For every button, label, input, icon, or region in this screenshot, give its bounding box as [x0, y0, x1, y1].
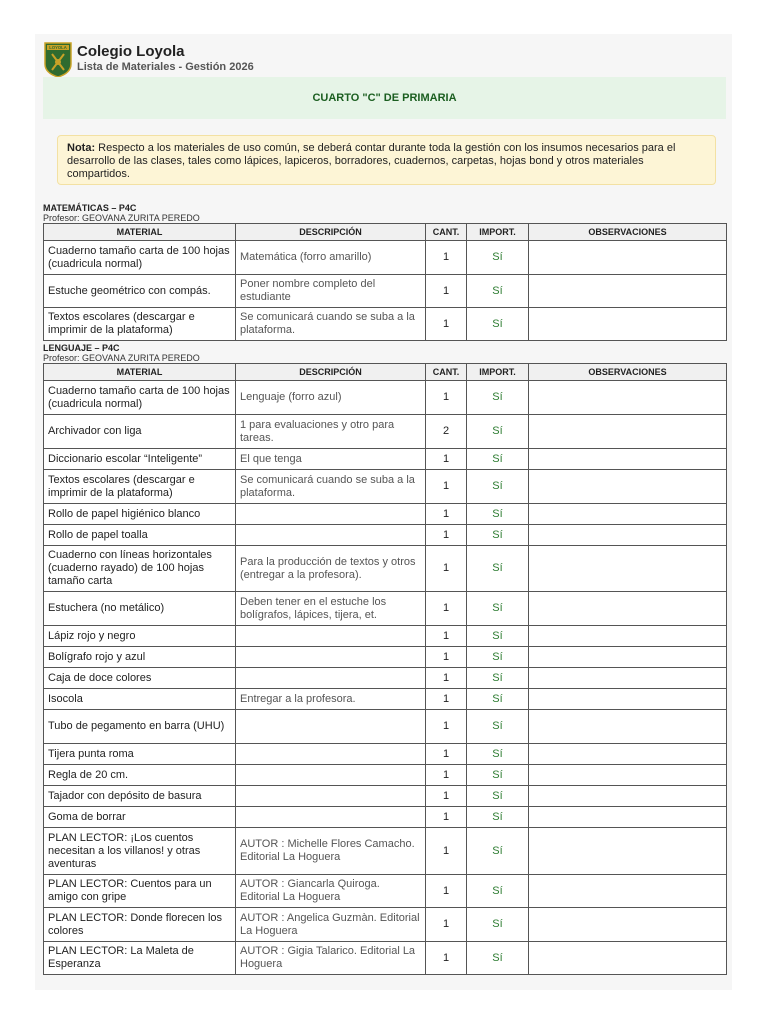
description-cell	[236, 504, 426, 525]
quantity-cell: 1	[426, 546, 467, 592]
table-row	[44, 504, 727, 525]
observations-cell	[529, 668, 727, 689]
observations-cell	[529, 308, 727, 341]
table-row	[44, 308, 727, 341]
description-cell: AUTOR : Gigia Talarico. Editorial La Hoguera	[236, 942, 426, 975]
description-cell: Para la producción de textos y otros (entregar a la profesora).	[236, 546, 426, 592]
observations-cell	[529, 415, 727, 449]
description-cell: AUTOR : Giancarla Quiroga. Editorial La Hoguera	[236, 875, 426, 908]
quantity-cell: 1	[426, 449, 467, 470]
description-cell: 1 para evaluaciones y otro para tareas.	[236, 415, 426, 449]
material-cell: Regla de 20 cm.	[44, 765, 236, 786]
import-cell: Sí	[467, 525, 529, 546]
table-row	[44, 525, 727, 546]
observations-cell	[529, 275, 727, 308]
description-cell	[236, 710, 426, 744]
quantity-cell: 1	[426, 525, 467, 546]
import-cell: Sí	[467, 942, 529, 975]
import-cell: Sí	[467, 807, 529, 828]
section-teacher: Profesor: GEOVANA ZURITA PEREDO	[43, 353, 200, 363]
materials-table-matematicas	[43, 223, 727, 341]
school-name: Colegio Loyola	[77, 43, 185, 60]
import-cell: Sí	[467, 546, 529, 592]
observations-cell	[529, 504, 727, 525]
import-cell: Sí	[467, 470, 529, 504]
table-row	[44, 626, 727, 647]
description-cell	[236, 786, 426, 807]
description-cell	[236, 647, 426, 668]
import-cell: Sí	[467, 647, 529, 668]
table-row	[44, 592, 727, 626]
material-cell: Tubo de pegamento en barra (UHU)	[44, 710, 236, 744]
quantity-cell: 1	[426, 381, 467, 415]
observations-cell	[529, 942, 727, 975]
description-cell	[236, 765, 426, 786]
observations-cell	[529, 744, 727, 765]
table-row	[44, 807, 727, 828]
observations-cell	[529, 470, 727, 504]
description-cell: Entregar a la profesora.	[236, 689, 426, 710]
import-cell: Sí	[467, 592, 529, 626]
section-title: MATEMÁTICAS – P4C	[43, 203, 137, 213]
svg-text:LOYOLA: LOYOLA	[49, 45, 67, 51]
observations-cell	[529, 908, 727, 942]
material-cell: Bolígrafo rojo y azul	[44, 647, 236, 668]
import-cell: Sí	[467, 275, 529, 308]
description-cell: El que tenga	[236, 449, 426, 470]
column-header-observations: OBSERVACIONES	[529, 224, 727, 241]
material-cell: Archivador con liga	[44, 415, 236, 449]
material-cell: Goma de borrar	[44, 807, 236, 828]
page-header	[44, 40, 724, 80]
table-row	[44, 449, 727, 470]
import-cell: Sí	[467, 744, 529, 765]
table-row	[44, 647, 727, 668]
observations-cell	[529, 592, 727, 626]
quantity-cell: 1	[426, 308, 467, 341]
quantity-cell: 1	[426, 647, 467, 668]
section-teacher: Profesor: GEOVANA ZURITA PEREDO	[43, 213, 200, 223]
import-cell: Sí	[467, 241, 529, 275]
material-cell: Tijera punta roma	[44, 744, 236, 765]
material-cell: PLAN LECTOR: La Maleta de Esperanza	[44, 942, 236, 975]
description-cell	[236, 744, 426, 765]
quantity-cell: 1	[426, 807, 467, 828]
grade-banner: CUARTO "C" DE PRIMARIA	[43, 77, 726, 119]
import-cell: Sí	[467, 689, 529, 710]
column-header-description: DESCRIPCIÓN	[236, 224, 426, 241]
table-row	[44, 241, 727, 275]
material-cell: Cuaderno tamaño carta de 100 hojas (cuadricula normal)	[44, 241, 236, 275]
table-row	[44, 689, 727, 710]
material-cell: Cuaderno tamaño carta de 100 hojas (cuadricula normal)	[44, 381, 236, 415]
school-shield-logo	[44, 42, 72, 78]
table-row	[44, 942, 727, 975]
note-label: Nota:	[67, 142, 96, 154]
observations-cell	[529, 546, 727, 592]
table-row	[44, 546, 727, 592]
observations-cell	[529, 710, 727, 744]
description-cell	[236, 668, 426, 689]
materials-page	[35, 34, 732, 990]
section-header-lenguaje	[43, 343, 200, 363]
quantity-cell: 1	[426, 786, 467, 807]
material-cell: Rollo de papel higiénico blanco	[44, 504, 236, 525]
section-title: LENGUAJE – P4C	[43, 343, 120, 353]
quantity-cell: 1	[426, 689, 467, 710]
table-header-row	[44, 224, 727, 241]
observations-cell	[529, 765, 727, 786]
import-cell: Sí	[467, 786, 529, 807]
import-cell: Sí	[467, 668, 529, 689]
quantity-cell: 2	[426, 415, 467, 449]
table-row	[44, 875, 727, 908]
import-cell: Sí	[467, 626, 529, 647]
quantity-cell: 1	[426, 275, 467, 308]
observations-cell	[529, 626, 727, 647]
material-cell: Caja de doce colores	[44, 668, 236, 689]
material-cell: Estuchera (no metálico)	[44, 592, 236, 626]
description-cell	[236, 807, 426, 828]
import-cell: Sí	[467, 828, 529, 875]
import-cell: Sí	[467, 765, 529, 786]
table-row	[44, 786, 727, 807]
table-row	[44, 744, 727, 765]
column-header-observations: OBSERVACIONES	[529, 364, 727, 381]
note-box	[57, 135, 716, 185]
observations-cell	[529, 525, 727, 546]
table-row	[44, 908, 727, 942]
description-cell: Lenguaje (forro azul)	[236, 381, 426, 415]
table-row	[44, 668, 727, 689]
material-cell: Isocola	[44, 689, 236, 710]
material-cell: Rollo de papel toalla	[44, 525, 236, 546]
observations-cell	[529, 786, 727, 807]
observations-cell	[529, 689, 727, 710]
quantity-cell: 1	[426, 241, 467, 275]
import-cell: Sí	[467, 415, 529, 449]
observations-cell	[529, 241, 727, 275]
quantity-cell: 1	[426, 744, 467, 765]
import-cell: Sí	[467, 449, 529, 470]
column-header-material: MATERIAL	[44, 364, 236, 381]
quantity-cell: 1	[426, 470, 467, 504]
column-header-import: IMPORT.	[467, 364, 529, 381]
import-cell: Sí	[467, 308, 529, 341]
table-row	[44, 470, 727, 504]
observations-cell	[529, 875, 727, 908]
column-header-material: MATERIAL	[44, 224, 236, 241]
observations-cell	[529, 647, 727, 668]
column-header-import: IMPORT.	[467, 224, 529, 241]
material-cell: Textos escolares (descargar e imprimir de la plataforma)	[44, 470, 236, 504]
description-cell: Se comunicará cuando se suba a la plataforma.	[236, 308, 426, 341]
observations-cell	[529, 449, 727, 470]
material-cell: Tajador con depósito de basura	[44, 786, 236, 807]
description-cell: AUTOR : Angelica Guzmàn. Editorial La Hoguera	[236, 908, 426, 942]
material-cell: PLAN LECTOR: Donde florecen los colores	[44, 908, 236, 942]
observations-cell	[529, 807, 727, 828]
material-cell: Estuche geométrico con compás.	[44, 275, 236, 308]
table-row	[44, 710, 727, 744]
description-cell: Se comunicará cuando se suba a la plataforma.	[236, 470, 426, 504]
description-cell: Deben tener en el estuche los bolígrafos, lápices, tijera, et.	[236, 592, 426, 626]
quantity-cell: 1	[426, 668, 467, 689]
description-cell: Poner nombre completo del estudiante	[236, 275, 426, 308]
observations-cell	[529, 381, 727, 415]
list-subtitle: Lista de Materiales - Gestión 2026	[77, 61, 254, 73]
note-text: Respecto a los materiales de uso común, se deberá contar durante toda la gestión con los insumos necesarios para el desarrollo de las clases, tales como lápices, lapiceros, borradores, cuadernos, carpetas, hojas bond y otros materiales compartidos.	[67, 142, 676, 180]
table-row	[44, 828, 727, 875]
description-cell	[236, 626, 426, 647]
quantity-cell: 1	[426, 504, 467, 525]
section-header-matematicas	[43, 203, 200, 223]
quantity-cell: 1	[426, 626, 467, 647]
quantity-cell: 1	[426, 710, 467, 744]
quantity-cell: 1	[426, 942, 467, 975]
description-cell: Matemática (forro amarillo)	[236, 241, 426, 275]
column-header-quantity: CANT.	[426, 364, 467, 381]
import-cell: Sí	[467, 504, 529, 525]
quantity-cell: 1	[426, 765, 467, 786]
material-cell: Textos escolares (descargar e imprimir de la plataforma)	[44, 308, 236, 341]
material-cell: PLAN LECTOR: ¡Los cuentos necesitan a los villanos! y otras aventuras	[44, 828, 236, 875]
quantity-cell: 1	[426, 592, 467, 626]
quantity-cell: 1	[426, 828, 467, 875]
table-row	[44, 275, 727, 308]
quantity-cell: 1	[426, 875, 467, 908]
import-cell: Sí	[467, 381, 529, 415]
material-cell: Diccionario escolar “Inteligente”	[44, 449, 236, 470]
table-row	[44, 381, 727, 415]
import-cell: Sí	[467, 710, 529, 744]
import-cell: Sí	[467, 908, 529, 942]
table-row	[44, 415, 727, 449]
column-header-quantity: CANT.	[426, 224, 467, 241]
import-cell: Sí	[467, 875, 529, 908]
table-header-row	[44, 364, 727, 381]
material-cell: Lápiz rojo y negro	[44, 626, 236, 647]
quantity-cell: 1	[426, 908, 467, 942]
materials-table-lenguaje	[43, 363, 727, 975]
description-cell: AUTOR : Michelle Flores Camacho. Editorial La Hoguera	[236, 828, 426, 875]
column-header-description: DESCRIPCIÓN	[236, 364, 426, 381]
observations-cell	[529, 828, 727, 875]
material-cell: Cuaderno con líneas horizontales (cuaderno rayado) de 100 hojas tamaño carta	[44, 546, 236, 592]
table-row	[44, 765, 727, 786]
material-cell: PLAN LECTOR: Cuentos para un amigo con gripe	[44, 875, 236, 908]
description-cell	[236, 525, 426, 546]
